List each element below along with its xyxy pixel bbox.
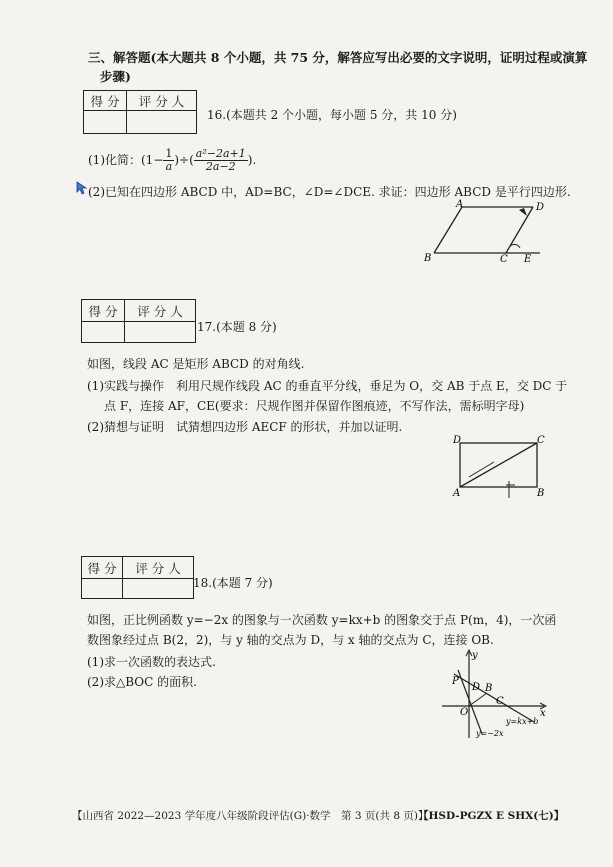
- label-line1: y=−2x: [476, 729, 504, 738]
- footer-left: 【山西省 2022—2023 学年度八年级阶段评估(G)·数学 第 3 页(共 8 页)】: [72, 810, 429, 822]
- q16-part2: (2)已知在四边形 ABCD 中，AD=BC，∠D=∠DCE. 求证：四边形 ABCD 是平行四边形.: [88, 185, 571, 199]
- q18-line2: 数图象经过点 B(2，2)，与 y 轴的交点为 D，与 x 轴的交点为 C，连接 OB.: [87, 633, 494, 647]
- q16-header: 16.(本题共 2 个小题，每小题 5 分，共 10 分): [207, 108, 457, 122]
- label-E: E: [524, 254, 532, 265]
- score-box-17: [81, 299, 196, 343]
- q17-header: 17.(本题 8 分): [197, 320, 277, 334]
- section-title: 三、解答题(本大题共 8 个小题，共 75 分，解答应写出必要的文字说明，证明过程或演算: [88, 50, 588, 65]
- score-cell[interactable]: [84, 111, 127, 134]
- q17-part1-line2: 点 F，连接 AF，CE(要求：尺规作图并保留作图痕迹，不写作法，需标明字母): [104, 399, 525, 413]
- label-O: O: [460, 707, 469, 718]
- q16-part1-suffix: ).: [247, 153, 257, 167]
- label-B: B: [424, 253, 432, 264]
- grader-cell[interactable]: [125, 322, 196, 343]
- q18-part1: (1)求一次函数的表达式.: [87, 655, 216, 669]
- label-P: P: [452, 676, 459, 687]
- label-B: B: [537, 488, 545, 499]
- fraction-1-denominator: a: [165, 160, 173, 173]
- label-D: D: [453, 435, 462, 446]
- q17-part2: (2)猜想与证明 试猜想四边形 AECF 的形状，并加以证明.: [87, 420, 403, 434]
- label-A: A: [456, 199, 464, 210]
- label-line2: y=kx+b: [506, 717, 539, 726]
- score-cell[interactable]: [82, 579, 123, 599]
- fraction-1: [163, 148, 174, 173]
- q17-intro: 如图，线段 AC 是矩形 ABCD 的对角线.: [87, 357, 305, 371]
- grader-label: 评 分 人: [123, 557, 194, 579]
- label-D: D: [472, 682, 481, 693]
- score-box-16: [83, 90, 197, 134]
- label-x: x: [540, 708, 546, 719]
- fraction-1-numerator: 1: [165, 147, 173, 160]
- label-D: D: [536, 202, 545, 213]
- score-cell[interactable]: [82, 322, 125, 343]
- q16-part1: [88, 148, 256, 173]
- score-label: 得 分: [84, 91, 127, 111]
- footer-right: 【HSD-PGZX E SHX(七)】: [418, 810, 565, 822]
- q18-part2: (2)求△BOC 的面积.: [87, 675, 197, 689]
- score-box-18: [81, 556, 194, 599]
- q17-part1-line1: (1)实践与操作 利用尺规作线段 AC 的垂直平分线，垂足为 O，交 AB 于点 E，交 DC 于: [87, 379, 568, 393]
- score-label: 得 分: [82, 557, 123, 579]
- label-C: C: [496, 696, 504, 707]
- label-C: C: [500, 254, 508, 265]
- section-title-cont: 步骤): [100, 69, 131, 84]
- q16-figure: [420, 198, 550, 266]
- score-label: 得 分: [82, 300, 125, 322]
- grader-cell[interactable]: [123, 579, 194, 599]
- cursor-icon: [74, 181, 88, 195]
- grader-label: 评 分 人: [125, 300, 196, 322]
- fraction-2-denominator: 2a−2: [205, 160, 236, 173]
- label-y: y: [472, 650, 478, 661]
- label-B: B: [485, 683, 493, 694]
- q17-figure: [449, 432, 549, 504]
- grader-label: 评 分 人: [127, 91, 197, 111]
- fraction-2-numerator: a²−2a+1: [195, 147, 246, 160]
- q18-line1: 如图，正比例函数 y=−2x 的图象与一次函数 y=kx+b 的图象交于点 P(m，4)，一次函: [87, 613, 557, 627]
- q16-part1-prefix: (1)化简：(1−: [88, 153, 164, 167]
- grader-cell[interactable]: [127, 111, 197, 134]
- label-C: C: [537, 435, 545, 446]
- q18-header: 18.(本题 7 分): [193, 576, 273, 590]
- fraction-2: [194, 148, 248, 173]
- q16-part1-mid: )÷(: [174, 153, 194, 167]
- q18-figure: [438, 648, 550, 742]
- label-A: A: [453, 488, 461, 499]
